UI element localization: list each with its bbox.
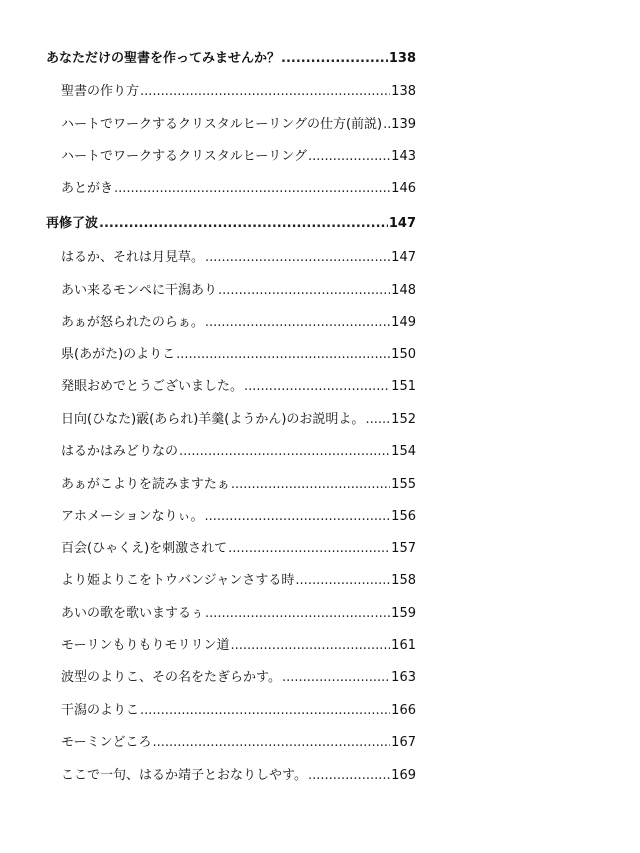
toc-chapter-entry[interactable] (46, 50, 416, 68)
toc-dot-leader (308, 148, 390, 166)
toc-section-entry[interactable] (61, 249, 416, 267)
toc-dot-leader (99, 215, 388, 233)
toc-dot-leader (205, 249, 390, 267)
toc-entry-title: はるか、それは月見草。 (61, 250, 205, 265)
toc-entry-title: 聖書の作り方 (61, 84, 140, 99)
toc-page-number: 143 (391, 149, 416, 164)
toc-dot-leader (176, 346, 390, 364)
toc-page-number: 158 (391, 573, 416, 588)
toc-section-entry[interactable] (61, 508, 416, 526)
toc-page-number: 151 (391, 379, 416, 394)
toc-chapter-entry[interactable] (46, 215, 416, 233)
toc-dot-leader (204, 508, 390, 526)
toc-dot-leader (218, 282, 390, 300)
toc-dot-leader (244, 378, 390, 396)
toc-section-entry[interactable] (61, 605, 416, 623)
toc-page-number: 156 (391, 509, 416, 524)
toc-page-number: 154 (391, 444, 416, 459)
toc-dot-leader (295, 572, 390, 590)
toc-entry-title: より姫よりこをトウバンジャンさする時 (61, 573, 295, 588)
toc-entry-title: ハートでワークするクリスタルヒーリング (61, 149, 307, 164)
toc-page-number: 152 (391, 412, 416, 427)
toc-page-number: 147 (388, 216, 416, 231)
toc-entry-title: 干潟のよりこ (61, 703, 140, 718)
toc-entry-title: 県(あがた)のよりこ (61, 347, 176, 362)
toc-page-number: 169 (391, 768, 416, 783)
toc-entry-title: 百会(ひゃくえ)を刺激されて (61, 541, 228, 556)
toc-entry-title: あぁがこよりを読みますたぁ (61, 477, 230, 492)
toc-dot-leader (179, 443, 390, 461)
toc-dot-leader (308, 767, 390, 785)
toc-section-entry[interactable] (61, 734, 416, 752)
toc-dot-leader (281, 50, 388, 68)
toc-section-entry[interactable] (61, 443, 416, 461)
toc-section-entry[interactable] (61, 572, 416, 590)
toc-section-entry[interactable] (61, 637, 416, 655)
toc-page-number: 149 (391, 315, 416, 330)
toc-entry-title: あとがき (61, 181, 114, 196)
toc-dot-leader (152, 734, 390, 752)
toc-entry-title: 波型のよりこ、その名をたぎらかす。 (61, 670, 281, 685)
toc-page-number: 138 (391, 84, 416, 99)
toc-dot-leader (228, 540, 390, 558)
toc-dot-leader (365, 411, 390, 429)
toc-dot-leader (231, 476, 390, 494)
toc-section-entry[interactable] (61, 83, 416, 101)
toc-entry-title: モーリンもりもりモリリン道 (61, 638, 230, 653)
toc-section-entry[interactable] (61, 378, 416, 396)
toc-dot-leader (205, 605, 390, 623)
toc-section-entry[interactable] (61, 411, 416, 429)
toc-page-number: 166 (391, 703, 416, 718)
toc-page-number: 155 (391, 477, 416, 492)
toc-section-entry[interactable] (61, 476, 416, 494)
toc-page-number: 138 (388, 51, 416, 66)
toc-page-number: 147 (391, 250, 416, 265)
toc-section-entry[interactable] (61, 346, 416, 364)
toc-entry-title: あいの歌を歌いまするぅ (61, 606, 205, 621)
toc-dot-leader (282, 669, 390, 687)
toc-page-number: 146 (391, 181, 416, 196)
toc-page-number: 163 (391, 670, 416, 685)
toc-entry-title: モーミンどころ (61, 735, 152, 750)
toc-entry-title: あい来るモンペに干潟あり (61, 283, 218, 298)
toc-dot-leader (140, 83, 390, 101)
toc-dot-leader (205, 314, 390, 332)
toc-entry-title: はるかはみどりなの (61, 444, 179, 459)
toc-dot-leader (114, 180, 390, 198)
toc-dot-leader (140, 702, 390, 720)
toc-page-number: 139 (391, 117, 416, 132)
toc-page-number: 161 (391, 638, 416, 653)
toc-page-number: 167 (391, 735, 416, 750)
toc-entry-title: アホメーションなりぃ。 (61, 509, 204, 524)
toc-section-entry[interactable] (61, 148, 416, 166)
toc-entry-title: 日向(ひなた)霰(あられ)羊羹(ようかん)のお説明よ。 (61, 412, 365, 427)
toc-page-number: 157 (391, 541, 416, 556)
toc-entry-title: 発眼おめでとうございました。 (61, 379, 244, 394)
toc-entry-title: ハートでワークするクリスタルヒーリングの仕方(前説) (61, 117, 383, 132)
toc-section-entry[interactable] (61, 180, 416, 198)
toc-section-entry[interactable] (61, 282, 416, 300)
toc-section-entry[interactable] (61, 669, 416, 687)
toc-dot-leader (383, 116, 390, 134)
toc-entry-title: 再修了波 (46, 216, 99, 231)
toc-dot-leader (230, 637, 390, 655)
toc-section-entry[interactable] (61, 314, 416, 332)
toc-section-entry[interactable] (61, 540, 416, 558)
toc-section-entry[interactable] (61, 767, 416, 785)
toc-section-entry[interactable] (61, 702, 416, 720)
toc-entry-title: ここで一句、はるか靖子とおなりしやす。 (61, 768, 307, 783)
toc-entry-title: あぁが怒られたのらぁ。 (61, 315, 204, 330)
toc-section-entry[interactable] (61, 116, 416, 134)
toc-entry-title: あなただけの聖書を作ってみませんか？ (46, 51, 281, 66)
toc-page-number: 150 (391, 347, 416, 362)
toc-page-number: 159 (391, 606, 416, 621)
toc-page-number: 148 (391, 283, 416, 298)
